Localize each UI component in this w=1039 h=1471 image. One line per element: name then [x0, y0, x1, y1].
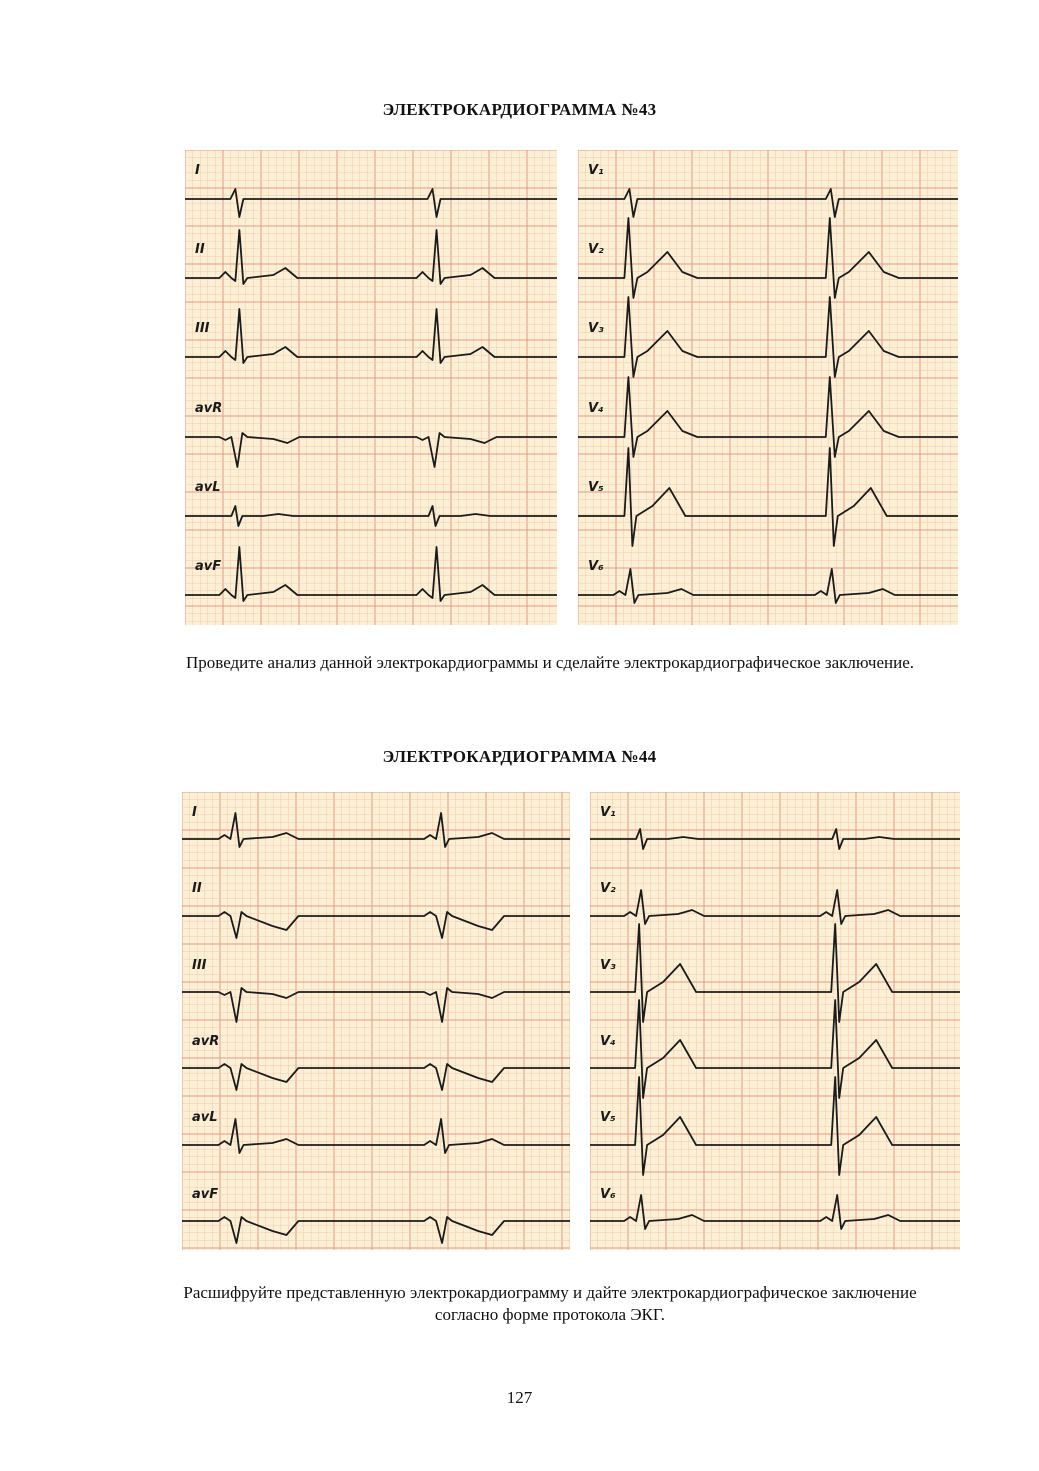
ecg-paper-background	[185, 150, 557, 625]
lead-label-avr: avR	[192, 1034, 220, 1049]
lead-label-v6: V₆	[600, 1187, 616, 1202]
ecg43-chest-leads-panel	[578, 150, 958, 625]
lead-label-avf: avF	[195, 559, 222, 574]
lead-label-iii: III	[195, 321, 210, 336]
lead-label-v3: V₃	[600, 958, 616, 973]
ecg-paper-background	[182, 792, 570, 1250]
lead-label-ii: II	[192, 881, 202, 896]
lead-label-avl: avL	[192, 1110, 218, 1125]
lead-label-v3: V₃	[588, 321, 604, 336]
lead-label-i: I	[195, 163, 200, 178]
lead-label-v1: V₁	[600, 805, 616, 820]
ecg43-task-text: Проведите анализ данной электрокардиограммы и сделайте электрокардиографическое заключение.	[185, 653, 915, 672]
lead-label-v4: V₄	[600, 1034, 616, 1049]
lead-label-i: I	[192, 805, 197, 820]
ecg43-limb-leads-panel	[185, 150, 557, 625]
lead-label-v5: V₅	[588, 480, 604, 495]
ecg-paper-background	[590, 792, 960, 1250]
lead-label-ii: II	[195, 242, 205, 257]
lead-label-v2: V₂	[588, 242, 604, 257]
page-number: 127	[506, 1388, 533, 1407]
ecg44-task-text: Расшифруйте представленную электрокардиограмму и дайте электрокардиографическое заключение согласно форме протокола ЭКГ.	[183, 1283, 917, 1324]
ecg44-limb-leads-panel	[182, 792, 570, 1250]
lead-label-avr: avR	[195, 401, 223, 416]
ecg44-title: ЭЛЕКТРОКАРДИОГРАММА №44	[382, 747, 657, 766]
lead-label-v5: V₅	[600, 1110, 616, 1125]
lead-label-avl: avL	[195, 480, 221, 495]
lead-label-v2: V₂	[600, 881, 616, 896]
ecg44-chest-leads-panel	[590, 792, 960, 1250]
lead-label-iii: III	[192, 958, 207, 973]
lead-label-v6: V₆	[588, 559, 604, 574]
lead-label-v4: V₄	[588, 401, 604, 416]
lead-label-avf: avF	[192, 1187, 219, 1202]
ecg43-title: ЭЛЕКТРОКАРДИОГРАММА №43	[382, 100, 657, 119]
lead-label-v1: V₁	[588, 163, 604, 178]
